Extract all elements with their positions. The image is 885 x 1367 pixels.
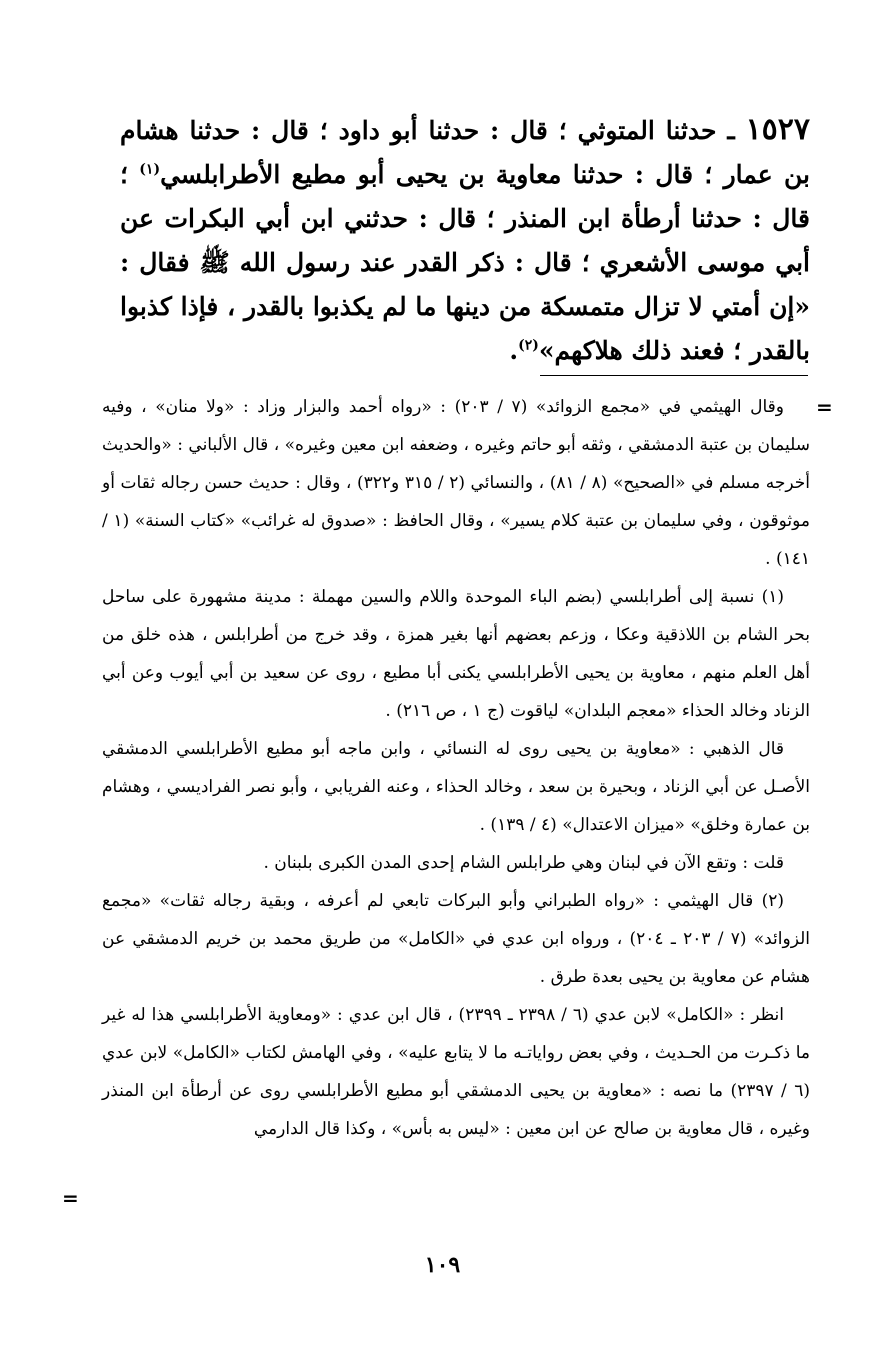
footnote-2-unzur: انظر : «الكامل» لابن عدي (٦ / ٢٣٩٨ ـ ٢٣٩٩) ، قال ابن عدي : «ومعاوية الأطرابلسي هذا له غير ما ذكـرت من الحـديث ، وفي بعض رواياتـه ما لا يتابع عليه» ، وفي الهامش لكتاب «الكامل» لابن عدي (٦ / ٢٣٩٧) ما نصه : «معاوية بن يحيى الدمشقي أبو مطيع الأطرابلسي روى عن أرطأة ابن المنذر وغيره ، قال معاوية بن صالح عن ابن معين : «ليس به بأس» ، وكذا قال الدارمي xyxy=(102,1005,810,1139)
footnote-1-qultu: قلت : وتقع الآن في لبنان وهي طرابلس الشام إحدى المدن الكبرى بلبنان . xyxy=(263,853,784,873)
footnote-continued-paragraph: وقال الهيثمي في «مجمع الزوائد» (٧ / ٢٠٣) : «رواه أحمد والبزار وزاد : «ولا منان» ، وفيه سليمان بن عتبة الدمشقي ، وثقه أبو حاتم وغيره ، وضعفه ابن معين وغيره» ، قال الألباني : «والحديث أخرجه مسلم في «الصحيح» (٨ / ٨١) ، والنسائي (٢ / ٣١٥ و٣٢٢) ، وقال : حديث حسن رجاله ثقات أو موثوقون ، وفي سليمان بن عتبة كلام يسير» ، وقال الحافظ : «صدوق له غرائب» «كتاب السنة» (١ / ١٤١) . xyxy=(102,397,811,569)
hadith-text-part1: ـ حدثنا المتوثي ؛ قال : حدثنا أبو داود ؛ قال : حدثنا هشام بن عمار ؛ قال : حدثنا معاوية بن يحيى أبو مطيع الأطرابلسي xyxy=(120,116,810,189)
hadith-number: ١٥٢٧ xyxy=(745,112,810,147)
continuation-mark-bottom: = xyxy=(62,1186,79,1210)
continuation-mark-top: = xyxy=(816,395,833,419)
footnote-1-dhahabi: قال الذهبي : «معاوية بن يحيى روى له النسائي ، وابن ماجه أبو مطيع الأطرابلسي الدمشقي الأصـل عن أبي الزناد ، وبحيرة بن سعد ، وخالد الحذاء ، وعنه الفريابي ، وأبو نصر الفراديسي ، وهشام بن عمارة وخلق» «ميزان الاعتدال» (٤ / ١٣٩) . xyxy=(102,739,810,835)
footnote-1: (١) نسبة إلى أطرابلسي (بضم الباء الموحدة واللام والسين مهملة : مدينة مشهورة على ساحل بحر الشام بن اللاذقية وعكا ، وزعم بعضهم أنها بغير همزة ، وقد خرج من أطرابلس ، هذه خلق من أهل العلم منهم ، معاوية بن يحيى الأطرابلسي يكنى أبا مطيع ، روى عن سعيد بن أبي أيوب وعن أبي الزناد وخالد الحذاء «معجم البلدان» لياقوت (ج ١ ، ص ٢١٦) . xyxy=(102,587,810,721)
footnote-2: (٢) قال الهيثمي : «رواه الطبراني وأبو البركات تابعي لم أعرفه ، وبقية رجاله ثقات» «مجمع الزوائد» (٧ / ٢٠٣ ـ ٢٠٤) ، ورواه ابن عدي في «الكامل» من طريق محمد بن خريم الدمشقي عن هشام عن معاوية بن يحيى بعدة طرق . xyxy=(102,891,810,987)
footnote-divider xyxy=(540,375,808,376)
page-number: ١٠٩ xyxy=(424,1252,461,1278)
hadith-text-end: . xyxy=(509,336,519,365)
hadith-text xyxy=(120,108,810,373)
footnotes-section xyxy=(102,388,810,1148)
footnote-ref-1[interactable]: (١) xyxy=(139,161,161,178)
hadith-text-part2: ؛ قال : حدثنا أرطأة ابن المنذر ؛ قال : حدثني ابن أبي البكرات عن أبي موسى الأشعري ؛ قال : ذكر القدر عند رسول الله ﷺ فقال : «إن أمتي لا تزال متمسكة من دينها ما لم يكذبوا بالقدر ، فإذا كذبوا بالقدر ؛ فعند ذلك هلاكهم» xyxy=(120,160,810,365)
footnote-ref-2[interactable]: (٢) xyxy=(518,337,539,354)
